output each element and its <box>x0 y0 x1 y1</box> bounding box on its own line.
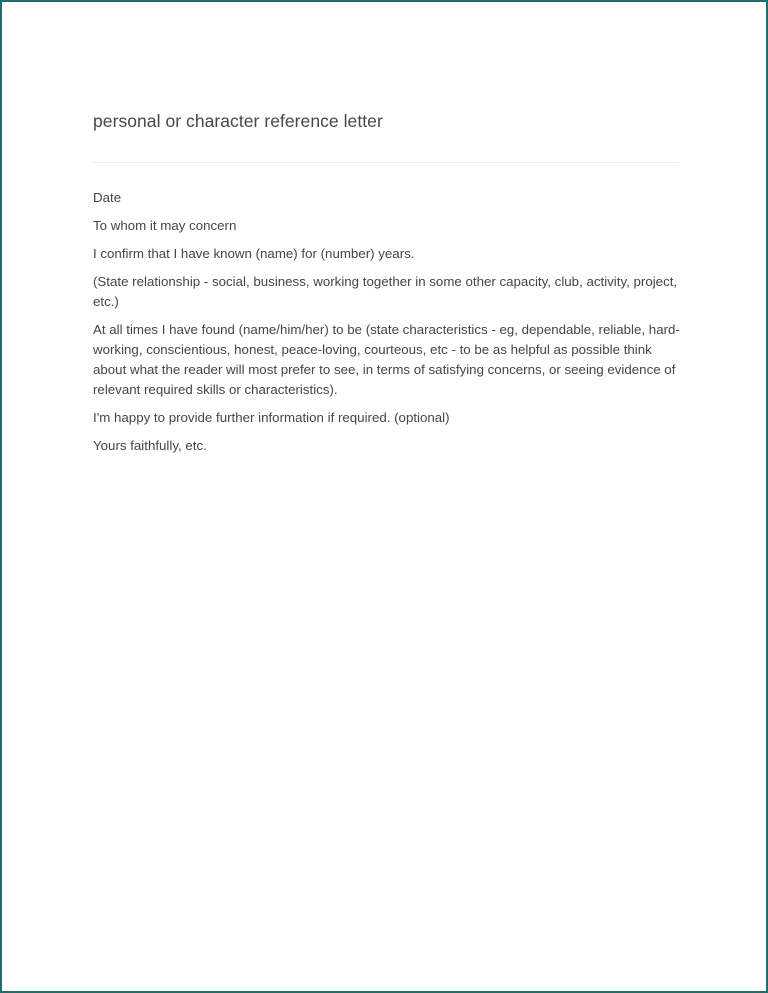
date-line: Date <box>93 190 122 205</box>
characteristics-paragraph: At all times I have found (name/him/her) to be (state characteristics - eg, dependable, reliable, hard-working, conscientious, honest, peace-loving, courteous, etc - to be as helpful as possible think about what the reader will most prefer to see, in terms of satisfying concerns, or seeing evidence of relevant required skills or characteristics). <box>93 322 680 397</box>
salutation: To whom it may concern <box>93 218 237 233</box>
document-title: personal or character reference letter <box>93 111 383 131</box>
letter-body <box>93 188 683 464</box>
title-divider <box>93 162 679 163</box>
sign-off: Yours faithfully, etc. <box>93 438 207 453</box>
known-duration-paragraph: I confirm that I have known (name) for (number) years. <box>93 246 415 261</box>
further-info-paragraph: I'm happy to provide further information if required. (optional) <box>93 410 450 425</box>
relationship-paragraph: (State relationship - social, business, working together in some other capacity, club, activity, project, etc.) <box>93 274 678 309</box>
